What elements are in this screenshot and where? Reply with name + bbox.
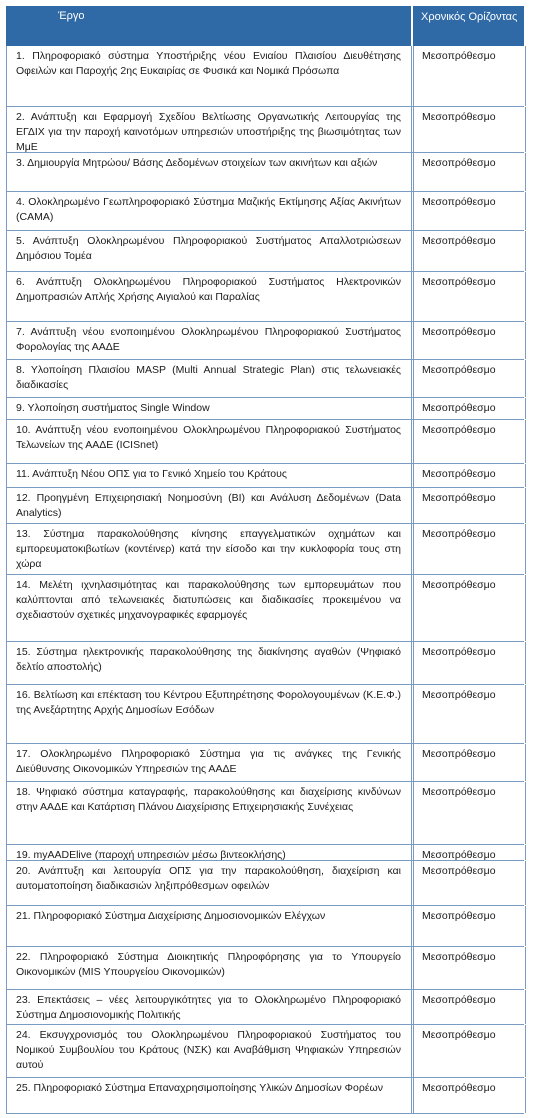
project-name: 6. Ανάπτυξη Ολοκληρωμένου Πληροφοριακού Συστήματος Ηλεκτρονικών Δημοπρασιών Απλής Χρήσης Αιγιαλού και Παραλίας: [16, 276, 401, 303]
time-cell: [413, 990, 526, 1024]
time-horizon-value: Μεσοπρόθεσμο: [422, 157, 496, 169]
time-horizon-value: Μεσοπρόθεσμο: [422, 424, 496, 436]
time-horizon-value: Μεσοπρόθεσμο: [422, 402, 496, 414]
table-row: [6, 685, 524, 744]
project-name: 8. Υλοποίηση Πλαισίου MASP (Multi Annual Strategic Plan) στις τελωνειακές διαδικασίες: [16, 364, 401, 391]
time-horizon-value: Μεσοπρόθεσμο: [422, 994, 496, 1006]
header-project-cell: [6, 6, 411, 46]
time-cell: [413, 782, 526, 844]
table-row: [6, 861, 524, 906]
table-row: [6, 524, 524, 575]
time-horizon-value: Μεσοπρόθεσμο: [422, 646, 496, 658]
table-row: [6, 272, 524, 322]
time-cell: [413, 861, 526, 905]
table-row: [6, 231, 524, 272]
time-cell: [413, 231, 526, 271]
project-name: 14. Μελέτη ιχνηλασιμότητας και παρακολούθησης των εμπορευμάτων που καλύπτονται από τελωνειακές διατυπώσεις και διαδικασίες προκειμένου να σχεδιαστούν σχετικές μηχανογραφικές εφαρμογές: [16, 579, 401, 621]
project-cell: [6, 685, 412, 743]
table-header: [6, 6, 524, 46]
time-horizon-value: Μεσοπρόθεσμο: [422, 468, 496, 480]
project-name: 4. Ολοκληρωμένο Γεωπληροφοριακό Σύστημα Μαζικής Εκτίμησης Αξίας Ακινήτων (CAMA): [16, 196, 401, 223]
time-cell: [413, 524, 526, 574]
table-row: [6, 322, 524, 360]
time-horizon-value: Μεσοπρόθεσμο: [422, 111, 496, 123]
project-name: 19. myAADElive (παροχή υπηρεσιών μέσω βιντεοκλήσης): [16, 849, 286, 861]
time-horizon-value: Μεσοπρόθεσμο: [422, 865, 496, 877]
table-row: [6, 464, 524, 488]
project-name: 22. Πληροφοριακό Σύστημα Διοικητικής Πληροφόρησης για το Υπουργείο Οικονομικών (MIS Υπουργείου Οικονομικών): [16, 951, 401, 978]
time-horizon-value: Μεσοπρόθεσμο: [422, 50, 496, 62]
project-name: 23. Επεκτάσεις – νέες λειτουργικότητες για το Ολοκληρωμένο Πληροφοριακό Σύστημα Δημοσιονομικής Πολιτικής: [16, 994, 401, 1021]
project-name: 12. Προηγμένη Επιχειρησιακή Νοημοσύνη (BI) και Ανάλυση Δεδομένων (Data Analytics): [16, 492, 401, 519]
project-name: 7. Ανάπτυξη νέου ενοποιημένου Ολοκληρωμένου Πληροφοριακού Συστήματος Φορολογίας της ΑΑΔΕ: [16, 326, 401, 353]
project-name: 1. Πληροφοριακό σύστημα Υποστήριξης νέου Ενιαίου Πλαισίου Διευθέτησης Οφειλών και Παροχής 2ης Ευκαιρίας σε Φυσικά και Νομικά Πρόσωπα: [16, 50, 401, 77]
table-row: [6, 642, 524, 685]
project-name: 2. Ανάπτυξη και Εφαρμογή Σχεδίου Βελτίωσης Οργανωτικής Λειτουργίας της ΕΓΔΙΧ για την παροχή καινοτόμων υπηρεσιών υποστήριξης της βιωσιμότητας των ΜμΕ: [16, 111, 401, 153]
time-horizon-value: Μεσοπρόθεσμο: [422, 528, 496, 540]
project-cell: [6, 488, 412, 523]
project-cell: [6, 744, 412, 781]
project-name: 11. Ανάπτυξη Νέου ΟΠΣ για το Γενικό Χημείο του Κράτους: [16, 468, 287, 480]
project-cell: [6, 46, 412, 106]
project-cell: [6, 420, 412, 463]
project-cell: [6, 861, 412, 905]
time-cell: [413, 744, 526, 781]
time-cell: [413, 360, 526, 397]
header-time-label: Χρονικός Ορίζοντας: [421, 11, 518, 23]
time-horizon-value: Μεσοπρόθεσμο: [422, 786, 496, 798]
table-row: [6, 1025, 524, 1078]
project-cell: [6, 642, 412, 684]
project-name: 21. Πληροφοριακό Σύστημα Διαχείρισης Δημοσιονομικών Ελέγχων: [16, 910, 326, 922]
project-name: 3. Δημιουργία Μητρώου/ Βάσης Δεδομένων στοιχείων των ακινήτων και αξιών: [16, 157, 378, 169]
table-row: [6, 782, 524, 845]
table-row: [6, 947, 524, 990]
time-cell: [413, 398, 526, 419]
table-row: [6, 744, 524, 782]
time-cell: [413, 192, 526, 230]
table-row: [6, 906, 524, 947]
time-cell: [413, 488, 526, 523]
table-row: [6, 488, 524, 524]
time-cell: [413, 1078, 526, 1113]
table-row: [6, 420, 524, 464]
time-horizon-value: Μεσοπρόθεσμο: [422, 748, 496, 760]
project-name: 16. Βελτίωση και επέκταση του Κέντρου Εξυπηρέτησης Φορολογουμένων (Κ.Ε.Φ.) της Ανεξάρτητης Αρχής Δημοσίων Εσόδων: [16, 689, 401, 716]
time-cell: [413, 46, 526, 106]
table-row: [6, 1078, 524, 1114]
time-horizon-value: Μεσοπρόθεσμο: [422, 1029, 496, 1041]
time-cell: [413, 420, 526, 463]
project-cell: [6, 782, 412, 844]
time-horizon-value: Μεσοπρόθεσμο: [422, 364, 496, 376]
time-cell: [413, 153, 526, 191]
project-cell: [6, 192, 412, 230]
time-horizon-value: Μεσοπρόθεσμο: [422, 849, 496, 861]
project-cell: [6, 1078, 412, 1113]
project-cell: [6, 990, 412, 1024]
project-name: 9. Υλοποίηση συστήματος Single Window: [16, 402, 210, 414]
project-cell: [6, 272, 412, 321]
time-cell: [413, 1025, 526, 1077]
project-cell: [6, 153, 412, 191]
project-name: 5. Ανάπτυξη Ολοκληρωμένου Πληροφοριακού Συστήματος Απαλλοτριώσεων Δημόσιου Τομέα: [16, 235, 401, 262]
table-row: [6, 46, 524, 107]
header-time-cell: [413, 6, 524, 46]
time-horizon-value: Μεσοπρόθεσμο: [422, 326, 496, 338]
table-row: [6, 107, 524, 153]
time-horizon-value: Μεσοπρόθεσμο: [422, 276, 496, 288]
time-cell: [413, 107, 526, 152]
time-horizon-value: Μεσοπρόθεσμο: [422, 910, 496, 922]
time-cell: [413, 575, 526, 641]
project-name: 18. Ψηφιακό σύστημα καταγραφής, παρακολούθησης και διαχείρισης κινδύνων στην ΑΑΔΕ και Κατάρτιση Πλάνου Διαχείρισης Επιχειρησιακής Συνέχειας: [16, 786, 401, 813]
time-cell: [413, 322, 526, 359]
project-cell: [6, 906, 412, 946]
project-cell: [6, 575, 412, 641]
table-row: [6, 398, 524, 420]
project-name: 10. Ανάπτυξη νέου ενοποιημένου Ολοκληρωμένου Πληροφοριακού Συστήματος Τελωνείων της ΑΑΔΕ (ICISnet): [16, 424, 401, 451]
project-name: 24. Εκσυγχρονισμός του Ολοκληρωμένου Πληροφοριακού Συστήματος του Νομικού Συμβουλίου του Κράτους (ΝΣΚ) και Αναβάθμιση Ψηφιακών Υπηρεσιών αυτού: [16, 1029, 401, 1071]
project-name: 20. Ανάπτυξη και λειτουργία ΟΠΣ για την παρακολούθηση, διαχείριση και αυτοματοποίηση διαδικασιών ληξιπρόθεσμων οφειλών: [16, 865, 401, 892]
project-name: 15. Σύστημα ηλεκτρονικής παρακολούθησης της διακίνησης αγαθών (Ψηφιακό δελτίο αποστολής): [16, 646, 401, 673]
table-row: [6, 990, 524, 1025]
time-cell: [413, 272, 526, 321]
project-cell: [6, 322, 412, 359]
project-cell: [6, 464, 412, 487]
project-cell: [6, 107, 412, 152]
time-horizon-value: Μεσοπρόθεσμο: [422, 196, 496, 208]
time-cell: [413, 845, 526, 860]
time-horizon-value: Μεσοπρόθεσμο: [422, 579, 496, 591]
time-horizon-value: Μεσοπρόθεσμο: [422, 235, 496, 247]
time-horizon-value: Μεσοπρόθεσμο: [422, 492, 496, 504]
time-cell: [413, 642, 526, 684]
project-cell: [6, 231, 412, 271]
table-row: [6, 192, 524, 231]
project-name: 13. Σύστημα παρακολούθησης κίνησης επαγγελματικών οχημάτων και εμπορευματοκιβωτίων (κοντέινερ) κατά την είσοδο και την κυκλοφορία τους στη χώρα: [16, 528, 401, 570]
project-cell: [6, 1025, 412, 1077]
table-row: [6, 845, 524, 861]
time-cell: [413, 947, 526, 989]
time-cell: [413, 464, 526, 487]
project-cell: [6, 398, 412, 419]
time-horizon-value: Μεσοπρόθεσμο: [422, 689, 496, 701]
table-row: [6, 575, 524, 642]
time-horizon-value: Μεσοπρόθεσμο: [422, 951, 496, 963]
time-cell: [413, 685, 526, 743]
table-row: [6, 153, 524, 192]
time-horizon-value: Μεσοπρόθεσμο: [422, 1082, 496, 1094]
project-cell: [6, 360, 412, 397]
project-name: 25. Πληροφοριακό Σύστημα Επαναχρησιμοποίησης Υλικών Δημοσίων Φορέων: [16, 1082, 383, 1094]
table-row: [6, 360, 524, 398]
project-name: 17. Ολοκληρωμένο Πληροφοριακό Σύστημα για τις ανάγκες της Γενικής Διεύθυνσης Οικονομικών Υπηρεσιών της ΑΑΔΕ: [16, 748, 401, 775]
project-cell: [6, 524, 412, 574]
project-cell: [6, 845, 412, 860]
project-cell: [6, 947, 412, 989]
header-project-label: Έργο: [58, 10, 85, 22]
time-cell: [413, 906, 526, 946]
